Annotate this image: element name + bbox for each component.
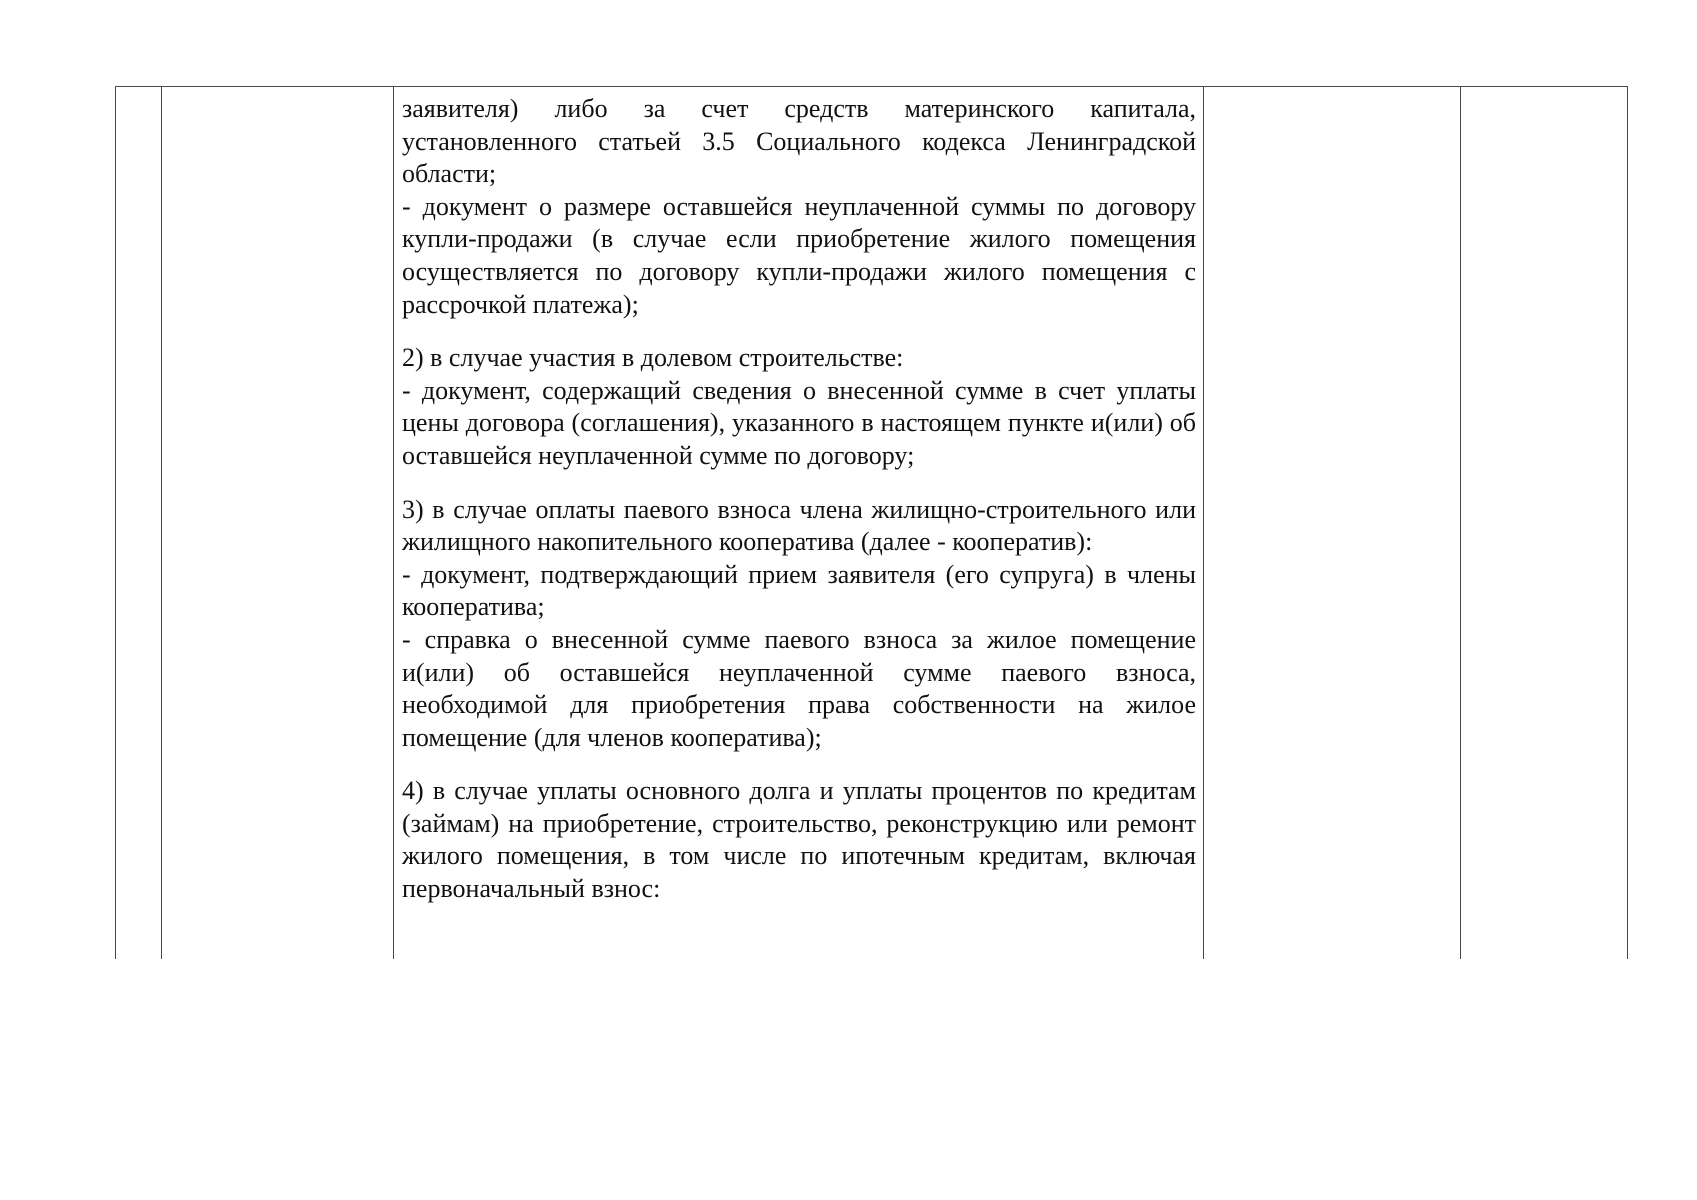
paragraph-maternal-capital: заявителя) либо за счет средств материнского капитала, установленного статьей 3.5 Социального кодекса Ленинградской области;	[402, 94, 1196, 189]
paragraph-cooperative-membership: - документ, подтверждающий прием заявителя (его супруга) в члены кооператива;	[402, 559, 1196, 622]
table-column-divider-4	[1460, 87, 1461, 959]
table-border-right	[1627, 87, 1628, 959]
table-column-divider-3	[1203, 87, 1204, 959]
table-border-left	[115, 87, 116, 959]
table-column-divider-2	[393, 87, 394, 959]
paragraph-credit-heading: 4) в случае уплаты основного долга и уплаты процентов по кредитам (займам) на приобретение, строительство, реконструкцию или ремонт жилого помещения, в том числе по ипотечным кредитам, включая первоначальный взнос:	[402, 776, 1196, 904]
paragraph-cooperative-heading: 3) в случае оплаты паевого взноса члена жилищно-строительного или жилищного накопительного кооператива (далее - кооператив):	[402, 494, 1196, 557]
document-table	[115, 86, 1628, 958]
table-column-divider-1	[161, 87, 162, 959]
paragraph-cooperative-certificate: - справка о внесенной сумме паевого взноса за жилое помещение и(или) об оставшейся неуплаченной сумме паевого взноса, необходимой для приобретения права собственности на жилое помещение (для членов кооператива);	[402, 624, 1196, 752]
table-cell-content	[402, 93, 1196, 906]
paragraph-unpaid-sum-purchase: - документ о размере оставшейся неуплаченной суммы по договору купли-продажи (в случае если приобретение жилого помещения осуществляется по договору купли-продажи жилого помещения с рассрочкой платежа);	[402, 191, 1196, 319]
paragraph-shared-construction-document: - документ, содержащий сведения о внесенной сумме в счет уплаты цены договора (соглашения), указанного в настоящем пункте и(или) об оставшейся неуплаченной сумме по договору;	[402, 375, 1196, 470]
paragraph-shared-construction-heading: 2) в случае участия в долевом строительстве:	[402, 343, 904, 373]
